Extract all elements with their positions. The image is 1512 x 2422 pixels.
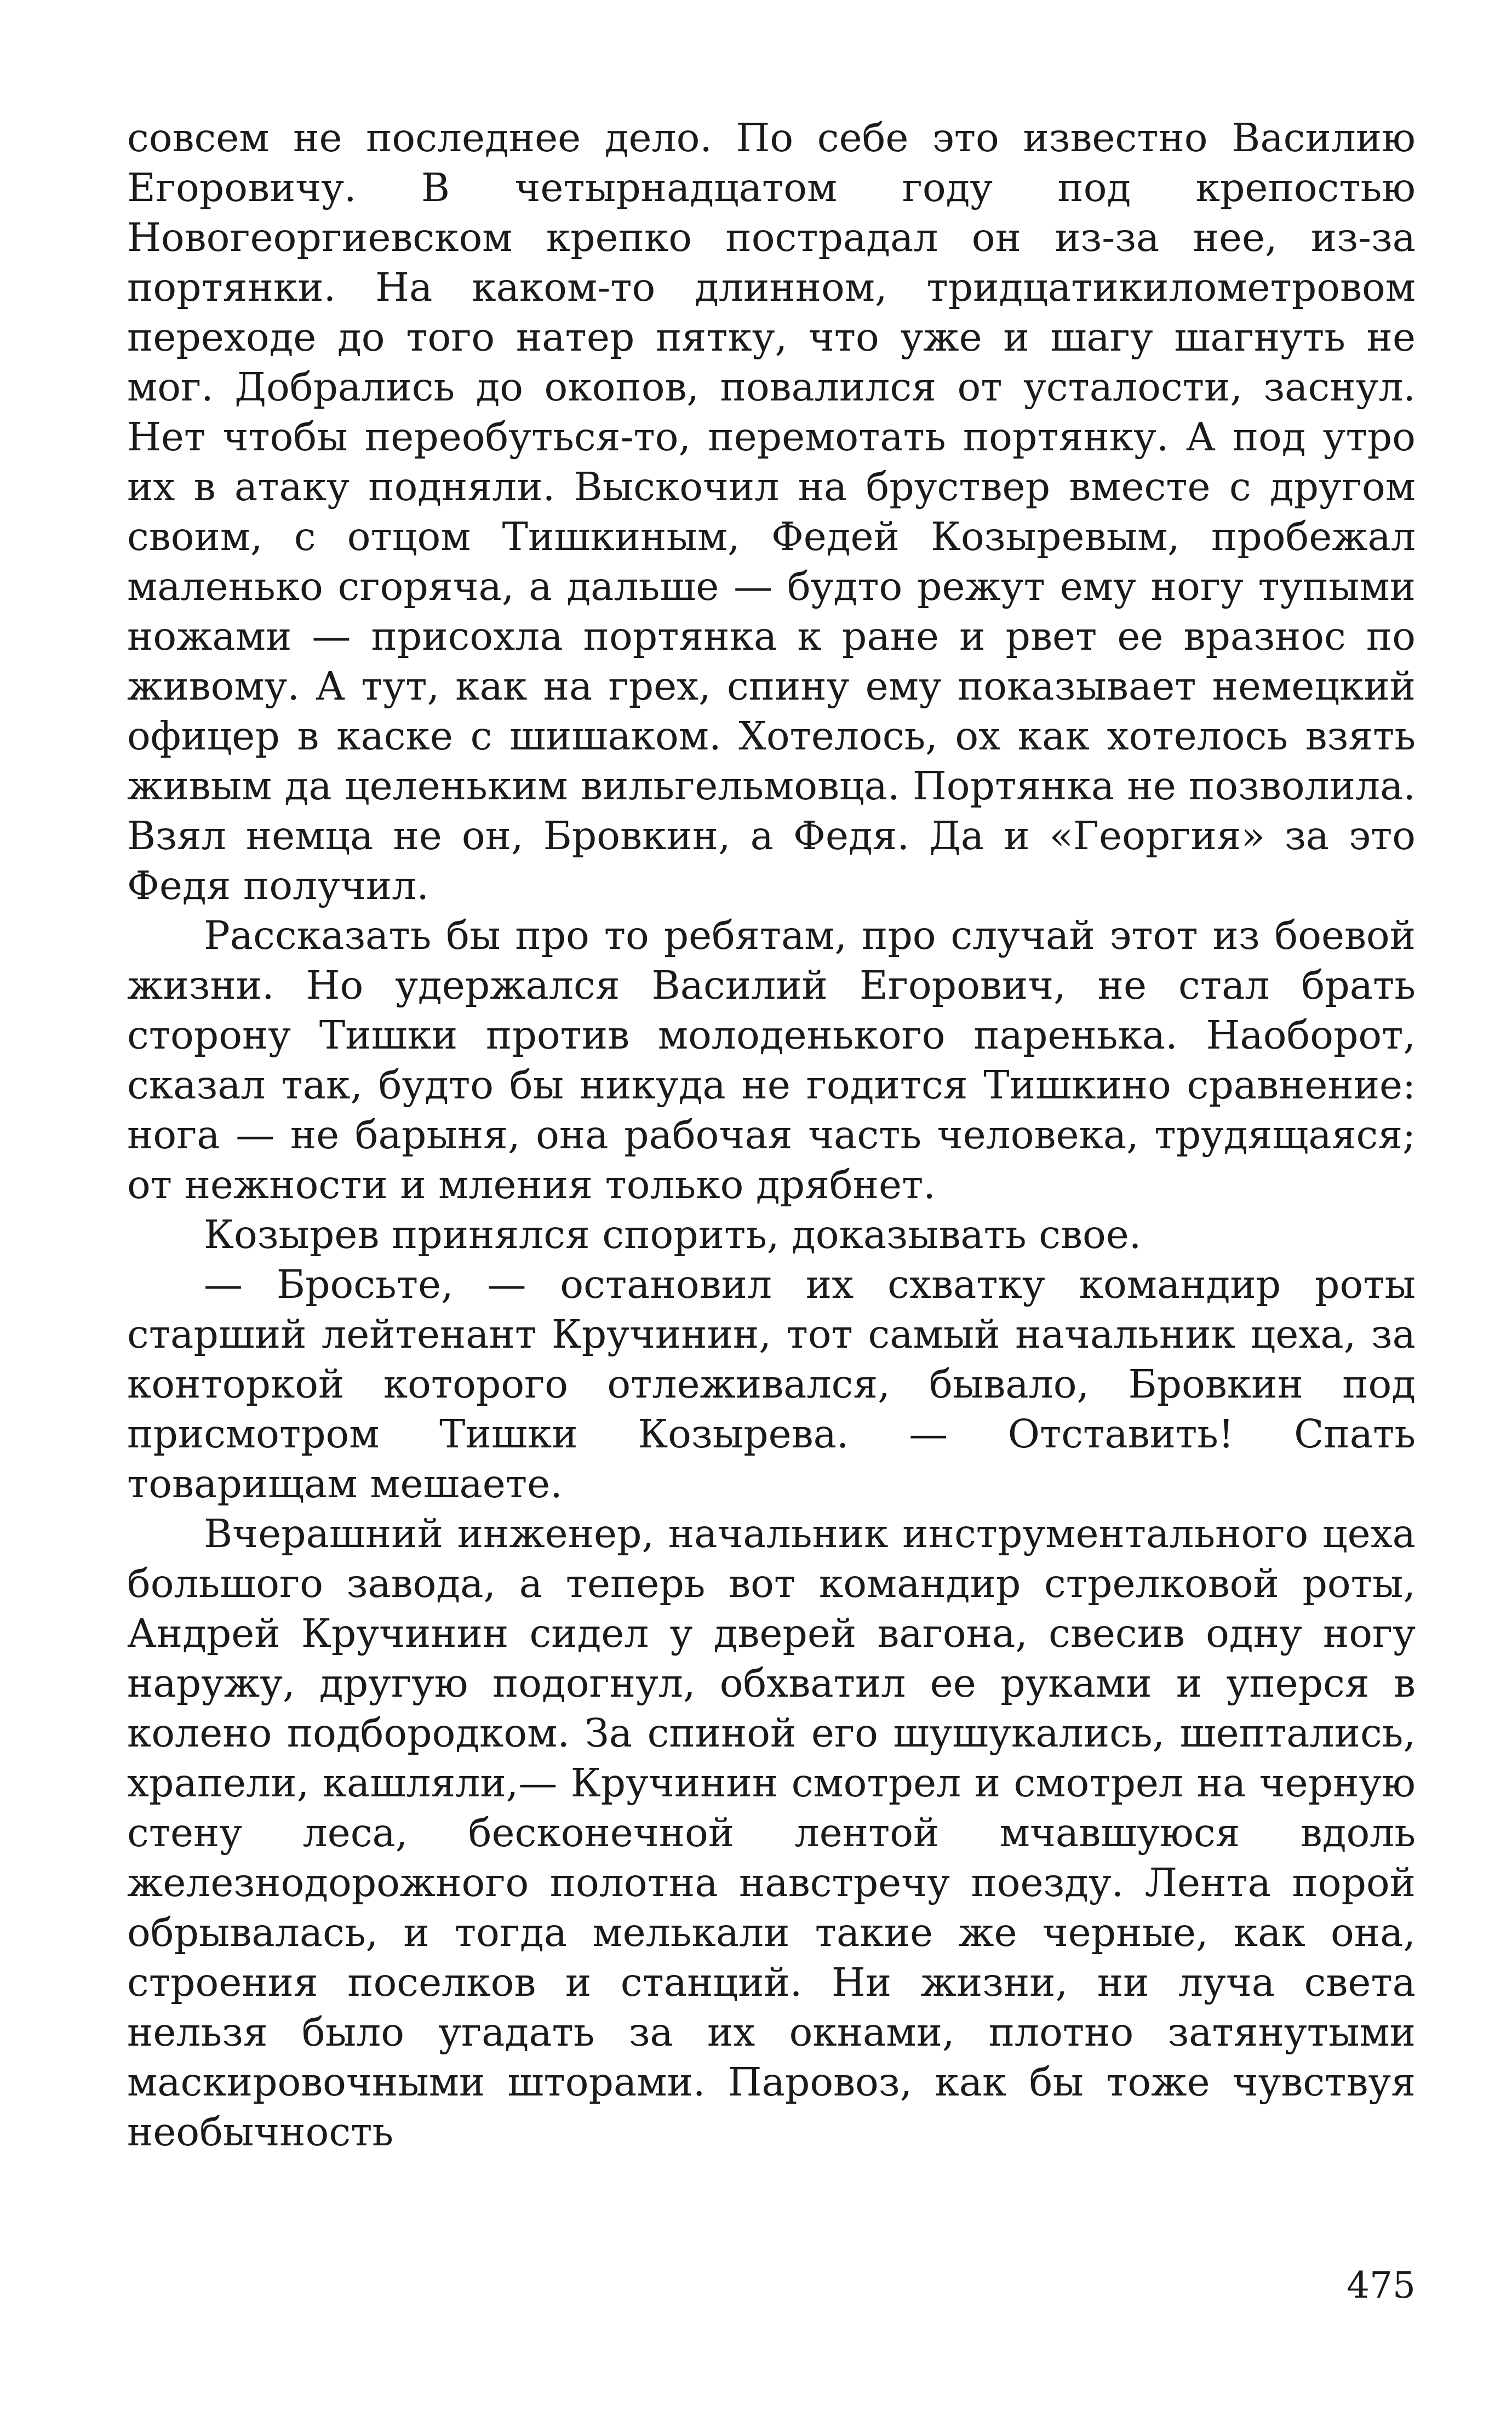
paragraph: Рассказать бы про то ребятам, про случай этот из боевой жизни. Но удержался Василий Егорович, не стал брать сторону Тишки против молоденького паренька. Наоборот, сказал так, будто бы никуда не годится Тишкино сравнение: нога — не барыня, она рабочая часть человека, трудящаяся; от нежности и мления только дрябнет.	[127, 913, 1416, 1207]
paragraph: — Бросьте, — остановил их схватку командир роты старший лейтенант Кручинин, тот самый начальник цеха, за конторкой которого отлеживался, бывало, Бровкин под присмотром Тишки Козырева. — Отставить! Спать товарищам мешаете.	[127, 1262, 1416, 1507]
paragraph: совсем не последнее дело. По себе это известно Василию Егоровичу. В четырнадцатом году под крепостью Новогеоргиевском крепко пострадал он из-за нее, из-за портянки. На каком-то длинном, тридцатикилометровом переходе до того натер пятку, что уже и шагу шагнуть не мог. Добрались до окопов, повалился от усталости, заснул. Нет чтобы переобуться-то, перемотать портянку. А под утро их в атаку подняли. Выскочил на бруствер вместе с другом своим, с отцом Тишкиным, Федей Козыревым, пробежал маленько сгоряча, а дальше — будто режут ему ногу тупыми ножами — присохла портянка к ране и рвет ее вразнос по живому. А тут, как на грех, спину ему показывает немецкий офицер в каске с шишаком. Хотелось, ох как хотелось взять живым да целеньким вильгельмовца. Портянка не позволила. Взял немца не он, Бровкин, а Федя. Да и «Георгия» за это Федя получил.	[127, 115, 1416, 908]
paragraph: Вчерашний инженер, начальник инструментального цеха большого завода, а теперь вот командир стрелковой роты, Андрей Кручинин сидел у дверей вагона, свесив одну ногу наружу, другую подогнул, обхватил ее руками и уперся в колено подбородком. За спиной его шушукались, шептались, храпели, кашляли,— Кручинин смотрел и смотрел на черную стену леса, бесконечной лентой мчавшуюся вдоль железнодорожного полотна навстречу поезду. Лента порой обрывалась, и тогда мелькали такие же черные, как она, строения поселков и станций. Ни жизни, ни луча света нельзя было угадать за их окнами, плотно затянутыми маскировочными шторами. Паровоз, как бы тоже чувствуя необычность	[127, 1511, 1416, 2155]
page-number: 475	[1347, 2264, 1416, 2306]
text-column	[127, 113, 1416, 2157]
paragraph: Козырев принялся спорить, доказывать свое.	[204, 1212, 1142, 1257]
